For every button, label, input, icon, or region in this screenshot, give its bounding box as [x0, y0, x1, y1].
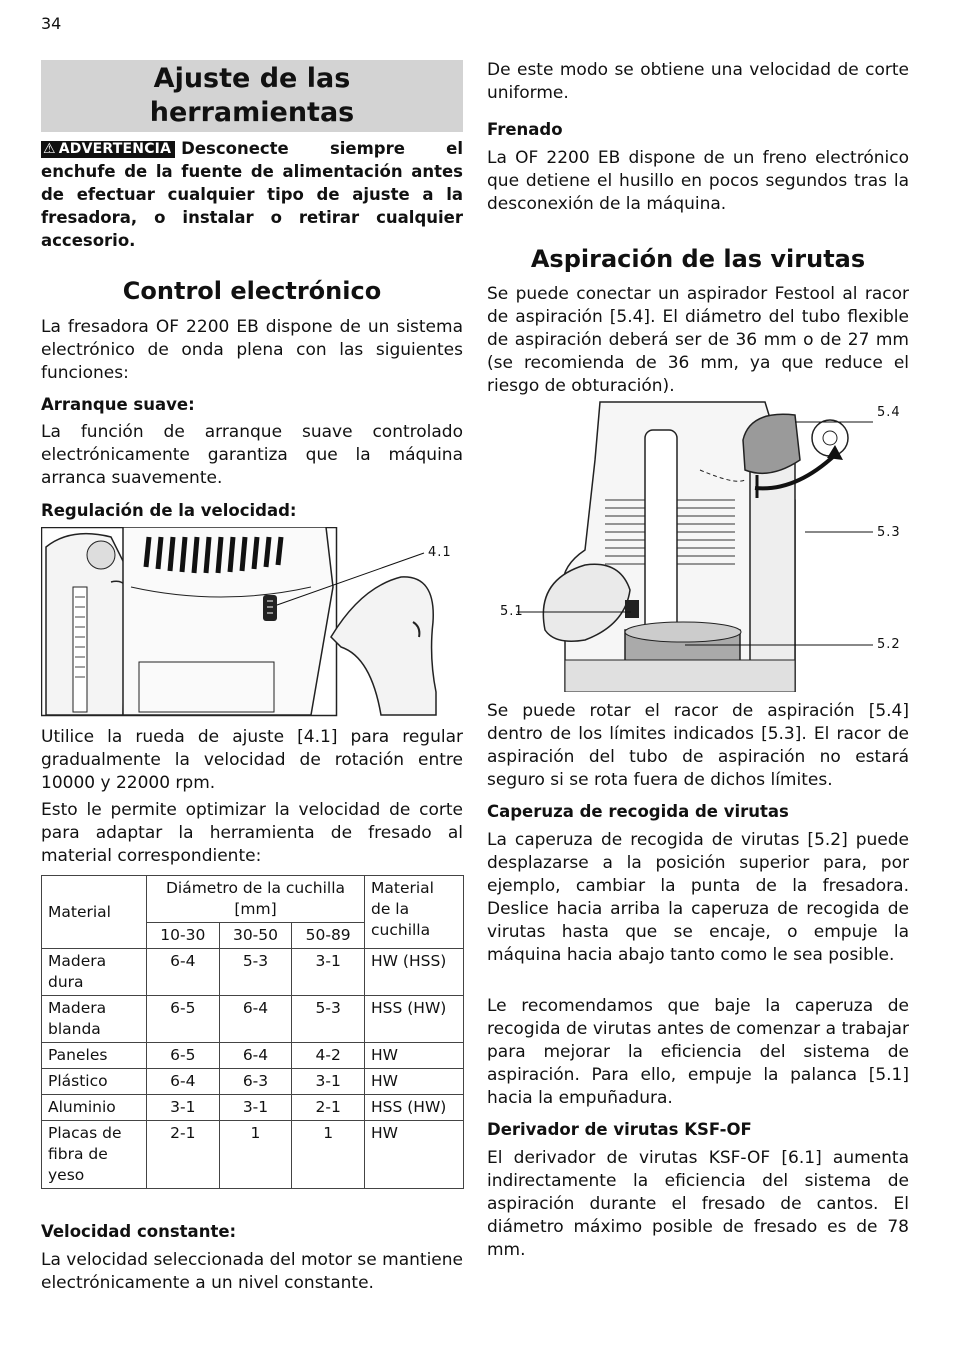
cell-cutter: HW [365, 1043, 464, 1069]
subheader-50-89: 50-89 [292, 923, 365, 949]
cell-material: Paneles [42, 1043, 147, 1069]
brake-text: La OF 2200 EB dispone de un freno electrónico que detiene el husillo en pocos segundos tras la desconexión de la máquina. [487, 148, 909, 214]
figure-label-4-1: 4.1 [428, 545, 452, 560]
figure-label-5-4: 5.4 [877, 405, 901, 420]
deflector-text: El derivador de virutas KSF-OF [6.1] aumenta indirectamente la eficiencia del sistema de aspiración durante el fresado de cantos. El diámetro máximo posible de fresado es de 78 mm. [487, 1148, 909, 1260]
cell-value: 6-5 [147, 996, 220, 1043]
speed-table [41, 875, 464, 1189]
header-material: Material [42, 876, 147, 949]
extraction-text: Se puede conectar un aspirador Festool al racor de aspiración [5.4]. El diámetro del tubo flexible de aspiración deberá ser de 36 mm o de 27 mm (se recomienda de 36 mm, ya que reduce el riesgo de obturación). [487, 284, 909, 396]
constant-text: La velocidad seleccionada del motor se mantiene electrónicamente a un nivel constante. [41, 1250, 463, 1293]
hood-heading: Caperuza de recogida de virutas [487, 802, 789, 821]
page-number: 34 [41, 14, 62, 33]
cell-value: 6-4 [219, 1043, 292, 1069]
cell-cutter: HSS (HW) [365, 1095, 464, 1121]
section-title-extraction: Aspiración de las virutas [530, 245, 866, 273]
soft-start-heading: Arranque suave: [41, 395, 195, 414]
cell-value: 3-1 [147, 1095, 220, 1121]
cell-value: 1 [292, 1121, 365, 1189]
cell-value: 2-1 [147, 1121, 220, 1189]
warning-triangle-icon: ⚠ [43, 141, 56, 157]
cell-value: 5-3 [219, 949, 292, 996]
cell-material: Plástico [42, 1069, 147, 1095]
cell-value: 6-5 [147, 1043, 220, 1069]
brake-heading: Frenado [487, 120, 563, 139]
table-row [42, 1095, 464, 1121]
table-row [42, 1043, 464, 1069]
cell-material: Aluminio [42, 1095, 147, 1121]
figure-label-5-1: 5.1 [500, 604, 524, 619]
subheader-30-50: 30-50 [219, 923, 292, 949]
cell-value: 3-1 [219, 1095, 292, 1121]
cell-cutter: HW [365, 1069, 464, 1095]
cell-material: Placas de fibra de yeso [42, 1121, 147, 1189]
hood-text-2: Le recomendamos que baje la caperuza de recogida de virutas antes de comenzar a trabajar para mejorar la eficiencia del sistema de aspiración. Para ello, empuje la palanca [5.1] hacia la empuñadura. [487, 996, 909, 1108]
continuation-text: De este modo se obtiene una velocidad de corte uniforme. [487, 60, 909, 103]
cell-material: Madera dura [42, 949, 147, 996]
cell-value: 3-1 [292, 949, 365, 996]
speed-text-2: Esto le permite optimizar la velocidad de corte para adaptar la herramienta de fresado al material correspondiente: [41, 800, 463, 866]
hood-text: La caperuza de recogida de virutas [5.2] puede desplazarse a la posición superior para, por ejemplo, cambiar la punta de la fresadora. Deslice hacia arriba la caperuza de recogida de virutas hasta que se encaje, o empuje la máquina hacia abajo tanto como le sea posible. [487, 830, 909, 965]
cell-value: 3-1 [292, 1069, 365, 1095]
cell-value: 1 [219, 1121, 292, 1189]
title-line-1: Ajuste de las [153, 63, 351, 94]
warning-badge [41, 141, 175, 158]
title-line-2: herramientas [149, 97, 355, 128]
table-row [42, 949, 464, 996]
cell-cutter: HW [365, 1121, 464, 1189]
control-intro: La fresadora OF 2200 EB dispone de un sistema electrónico de onda plena con las siguientes funciones: [41, 317, 463, 383]
header-diameter: Diámetro de la cuchilla [mm] [147, 876, 365, 923]
router-speed-dial-figure [41, 527, 463, 717]
router-extraction-figure [495, 400, 915, 692]
figure-label-5-3: 5.3 [877, 525, 901, 540]
speed-heading: Regulación de la velocidad: [41, 501, 297, 520]
cell-cutter: HSS (HW) [365, 996, 464, 1043]
cell-value: 6-4 [219, 996, 292, 1043]
warning-badge-label: ADVERTENCIA [58, 141, 172, 157]
cell-value: 6-3 [219, 1069, 292, 1095]
subheader-10-30: 10-30 [147, 923, 220, 949]
table-row [42, 1121, 464, 1189]
cell-value: 4-2 [292, 1043, 365, 1069]
cell-value: 6-4 [147, 1069, 220, 1095]
rotate-text: Se puede rotar el racor de aspiración [5.4] dentro de los límites indicados [5.3]. El racor de aspiración del tubo de aspiración no estará seguro si se rota fuera de dichos límites. [487, 701, 909, 790]
table-row [42, 996, 464, 1043]
page-title [41, 60, 463, 132]
cell-value: 5-3 [292, 996, 365, 1043]
table-header-row [42, 876, 464, 923]
speed-text-1: Utilice la rueda de ajuste [4.1] para regular gradualmente la velocidad de rotación entre 10000 y 22000 rpm. [41, 727, 463, 793]
cell-material: Madera blanda [42, 996, 147, 1043]
soft-start-text: La función de arranque suave controlado electrónicamente garantiza que la máquina arranca suavemente. [41, 422, 463, 488]
deflector-heading: Derivador de virutas KSF-OF [487, 1120, 752, 1139]
figure-label-5-2: 5.2 [877, 637, 901, 652]
warning-text: Desconecte siempre el enchufe de la fuente de alimentación antes de efectuar cualquier tipo de ajuste a la fresadora, o instalar o retirar cualquier accesorio. [41, 139, 463, 250]
warning-block [41, 137, 463, 252]
section-title-control: Control electrónico [122, 277, 382, 305]
cell-cutter: HW (HSS) [365, 949, 464, 996]
constant-heading: Velocidad constante: [41, 1222, 237, 1241]
table-row [42, 1069, 464, 1095]
header-cutter-material: Material de la cuchilla [365, 876, 464, 949]
cell-value: 2-1 [292, 1095, 365, 1121]
cell-value: 6-4 [147, 949, 220, 996]
